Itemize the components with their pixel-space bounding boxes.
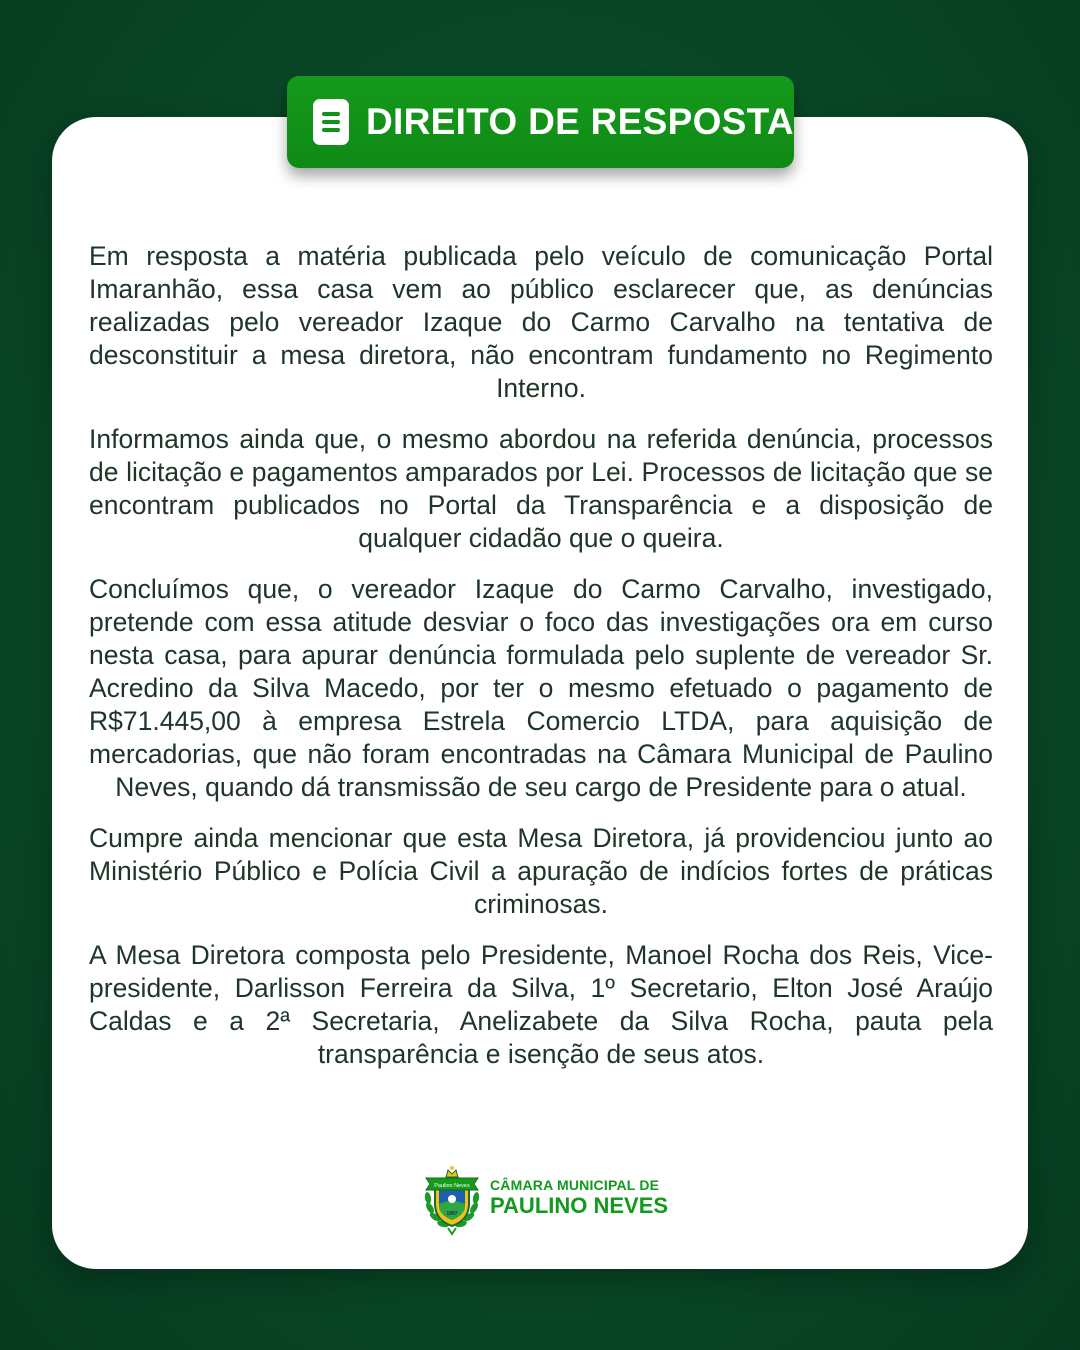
document-icon [313, 99, 349, 145]
chamber-name [490, 1177, 668, 1219]
page-title: DIREITO DE RESPOSTA [366, 101, 794, 142]
paragraph-1: Em resposta a matéria publicada pelo veículo de comunicação Portal Imaranhão, essa casa vem ao público esclarecer que, as denúncias realizadas pelo vereador Izaque do Carmo Carvalho na tentativa de desconstituir a mesa diretora, não encontram fundamento no Regimento Interno. [89, 241, 993, 403]
chamber-logo [418, 1160, 668, 1236]
paragraph-2: Informamos ainda que, o mesmo abordou na referida denúncia, processos de licitação e pagamentos amparados por Lei. Processos de licitação que se encontram publicados no Portal da Transparência e a disposição de qualquer cidadão que o queira. [89, 424, 993, 553]
title-banner [287, 76, 794, 168]
chamber-name-line2: PAULINO NEVES [490, 1193, 669, 1218]
statement-body [89, 240, 993, 1089]
seal-ribbon-text: Paulino Neves [434, 1183, 470, 1189]
seal-year-text: 1997 [446, 1211, 458, 1217]
chamber-name-line1: CÂMARA MUNICIPAL DE [490, 1177, 660, 1193]
paragraph-3: Concluímos que, o vereador Izaque do Carmo Carvalho, investigado, pretende com essa atitude desviar o foco das investigações ora em curso nesta casa, para apurar denúncia formulada pelo suplente de vereador Sr. Acredino da Silva Macedo, por ter o mesmo efetuado o pagamento de R$71.445,00 à empresa Estrela Comercio LTDA, para aquisição de mercadorias, que não foram encontradas na Câmara Municipal de Paulino Neves, quando dá transmissão de seu cargo de Presidente para o atual. [89, 574, 993, 802]
paragraph-5: A Mesa Diretora composta pelo Presidente, Manoel Rocha dos Reis, Vice-presidente, Darlisson Ferreira da Silva, 1º Secretario, Elton José Araújo Caldas e a 2ª Secretaria, Anelizabete da Silva Rocha, pauta pela transparência e isenção de seus atos. [89, 940, 993, 1069]
municipal-seal-icon [418, 1160, 486, 1236]
paragraph-4: Cumpre ainda mencionar que esta Mesa Diretora, já providenciou junto ao Ministério Público e Polícia Civil a apuração de indícios fortes de práticas criminosas. [89, 823, 993, 919]
